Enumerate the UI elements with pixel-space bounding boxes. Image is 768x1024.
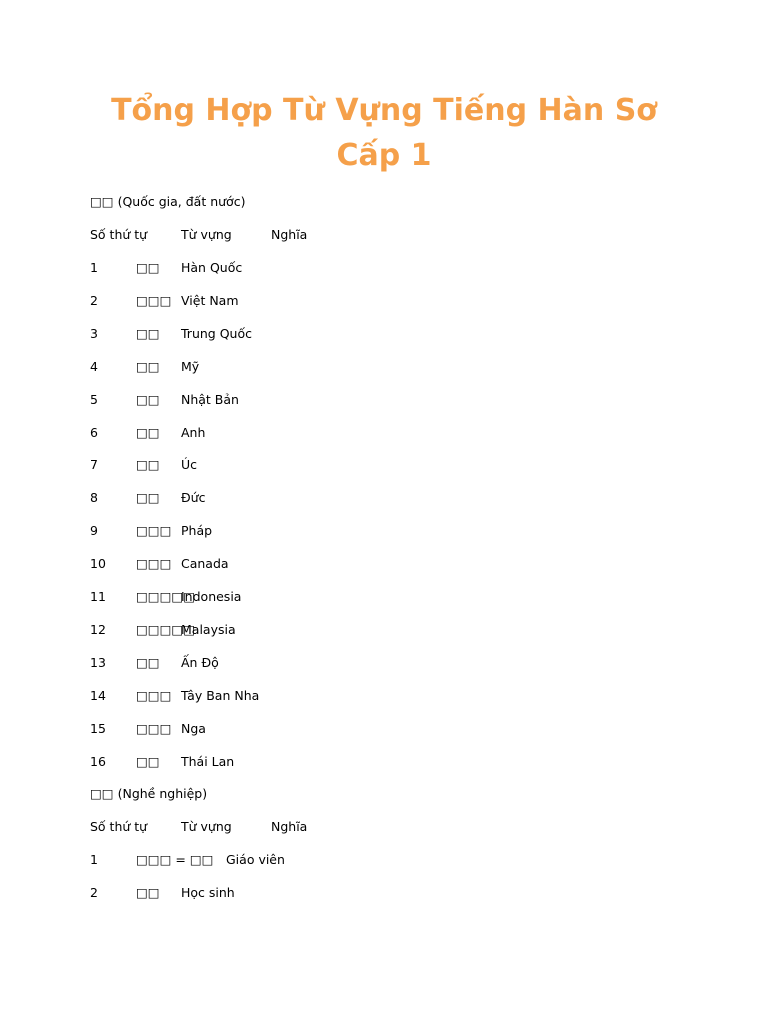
row-meaning: Việt Nam [181, 293, 239, 308]
row-meaning: Anh [181, 425, 206, 440]
table-header-occupations [0, 819, 768, 835]
row-number: 6 [90, 425, 98, 440]
row-meaning: Giáo viên [226, 852, 285, 867]
row-meaning: Úc [181, 457, 198, 472]
row-number: 15 [90, 721, 106, 736]
table-row [0, 260, 768, 276]
column-header-number: Số thứ tự [90, 227, 148, 242]
row-number: 14 [90, 688, 106, 703]
row-meaning: Mỹ [181, 359, 200, 374]
row-korean-word: □□ [136, 326, 160, 341]
row-korean-word: □□ [136, 260, 160, 275]
row-korean-word: □□□ [136, 721, 172, 736]
table-row [0, 457, 768, 473]
table-row [0, 359, 768, 375]
row-korean-word: □□□ [136, 523, 172, 538]
row-korean-word: □□□ = □□ [136, 852, 214, 867]
row-number: 2 [90, 293, 98, 308]
row-korean-word: □□ [136, 655, 160, 670]
row-number: 13 [90, 655, 106, 670]
table-row [0, 721, 768, 737]
row-meaning: Hàn Quốc [181, 260, 243, 275]
row-meaning: Canada [181, 556, 229, 571]
row-meaning: Nhật Bản [181, 392, 239, 407]
row-number: 3 [90, 326, 98, 341]
row-meaning: Ấn Độ [181, 655, 219, 670]
row-korean-word: □□□ [136, 293, 172, 308]
row-number: 9 [90, 523, 98, 538]
row-number: 8 [90, 490, 98, 505]
row-number: 2 [90, 885, 98, 900]
column-header-number: Số thứ tự [90, 819, 148, 834]
row-korean-word: □□ [136, 457, 160, 472]
table-row [0, 556, 768, 572]
title-line-1: Tổng Hợp Từ Vựng Tiếng Hàn Sơ [111, 93, 657, 128]
row-meaning: Học sinh [181, 885, 235, 900]
row-korean-word: □□□ [136, 556, 172, 571]
table-row [0, 589, 768, 605]
row-number: 5 [90, 392, 98, 407]
row-number: 16 [90, 754, 106, 769]
row-korean-word: □□ [136, 490, 160, 505]
table-row [0, 490, 768, 506]
row-number: 11 [90, 589, 106, 604]
row-korean-word: □□□ [136, 688, 172, 703]
row-korean-word: □□ [136, 885, 160, 900]
row-meaning: Indonesia [181, 589, 242, 604]
column-header-word: Từ vựng [181, 227, 232, 242]
row-meaning: Đức [181, 490, 206, 505]
table-row [0, 622, 768, 638]
row-korean-word: □□ [136, 754, 160, 769]
table-row [0, 523, 768, 539]
table-header-countries [0, 227, 768, 243]
row-number: 12 [90, 622, 106, 637]
table-row [0, 885, 768, 901]
row-korean-word: □□ [136, 359, 160, 374]
row-meaning: Pháp [181, 523, 213, 538]
row-korean-word: □□□□□ [136, 622, 196, 637]
section-heading-occupations: □□ (Nghề nghiệp) [90, 786, 208, 801]
title-line-2: Cấp 1 [336, 138, 432, 173]
row-meaning: Tây Ban Nha [181, 688, 260, 703]
row-meaning: Malaysia [181, 622, 236, 637]
column-header-meaning: Nghĩa [271, 819, 308, 834]
table-row [0, 326, 768, 342]
table-row [0, 293, 768, 309]
table-row [0, 425, 768, 441]
document-title [84, 88, 684, 178]
row-number: 7 [90, 457, 98, 472]
row-meaning: Nga [181, 721, 206, 736]
column-header-meaning: Nghĩa [271, 227, 308, 242]
row-korean-word: □□ [136, 392, 160, 407]
row-number: 1 [90, 260, 98, 275]
row-meaning: Trung Quốc [181, 326, 252, 341]
row-korean-word: □□□□□ [136, 589, 196, 604]
table-row [0, 392, 768, 408]
row-meaning: Thái Lan [181, 754, 235, 769]
row-number: 1 [90, 852, 98, 867]
row-korean-word: □□ [136, 425, 160, 440]
table-row [0, 688, 768, 704]
column-header-word: Từ vựng [181, 819, 232, 834]
table-row [0, 754, 768, 770]
row-number: 4 [90, 359, 98, 374]
section-heading-countries: □□ (Quốc gia, đất nước) [90, 194, 246, 209]
table-row [0, 655, 768, 671]
table-row [0, 852, 768, 868]
row-number: 10 [90, 556, 106, 571]
